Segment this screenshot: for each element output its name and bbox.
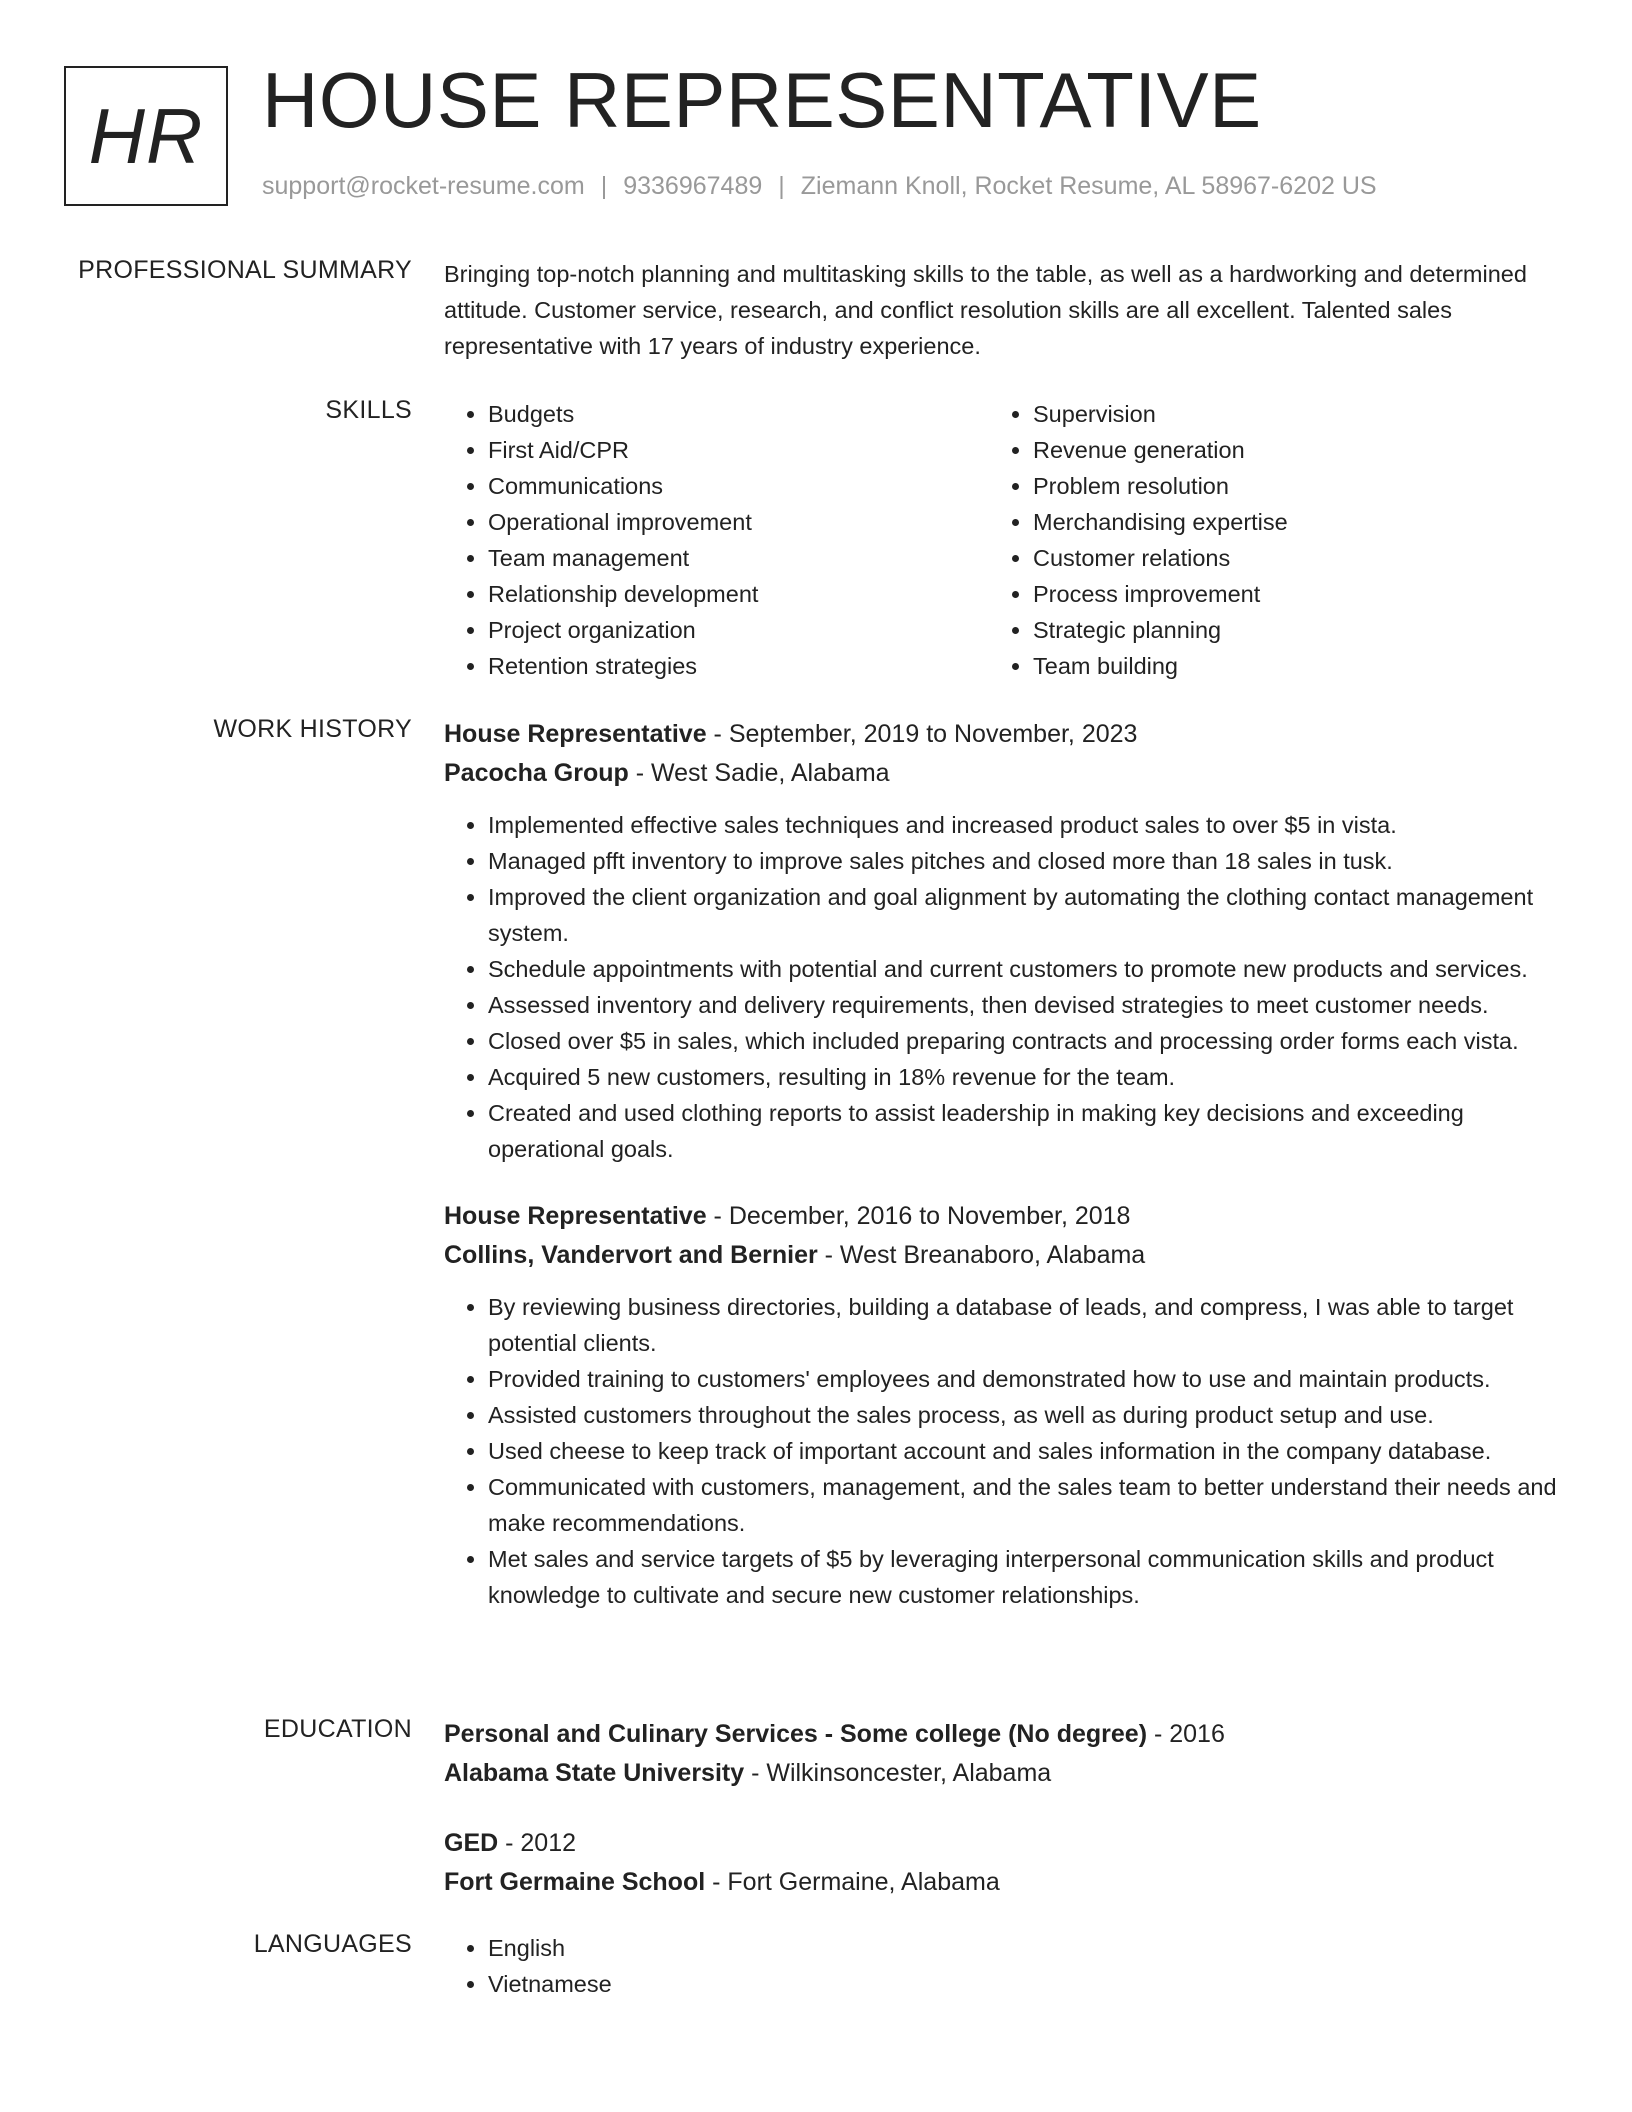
job-company-line bbox=[444, 754, 1564, 793]
contact-email: support@rocket-resume.com bbox=[262, 172, 585, 200]
school-name: Alabama State University bbox=[444, 1759, 745, 1787]
contact-address: Ziemann Knoll, Rocket Resume, AL 58967-6202 US bbox=[800, 172, 1377, 200]
summary-text: Bringing top-notch planning and multitasking skills to the table, as well as a hardworking and determined attitude. Customer service, research, and conflict resolution skills are all excellent. Talented sales representative with 17 years of industry experience. bbox=[444, 261, 1527, 359]
job-bullet: • Used cheese to keep track of important account and sales information in the company database. bbox=[488, 1433, 1564, 1469]
skill-item: • Process improvement bbox=[1033, 576, 1534, 612]
skill-item: • Relationship development bbox=[488, 576, 989, 612]
job-title: House Representative bbox=[444, 1202, 707, 1230]
job-bullet: • Assisted customers throughout the sales process, as well as during product setup and use. bbox=[488, 1397, 1564, 1433]
skill-item: • First Aid/CPR bbox=[488, 432, 989, 468]
skills-body bbox=[444, 396, 1564, 684]
job-bullet: • Managed pfft inventory to improve sales pitches and closed more than 18 sales in tusk. bbox=[488, 843, 1564, 879]
degree-year: - 2012 bbox=[498, 1829, 577, 1857]
degree-year: - 2016 bbox=[1147, 1720, 1225, 1748]
education-body bbox=[444, 1715, 1564, 1902]
job-entry bbox=[444, 715, 1564, 1167]
job-bullet: • Improved the client organization and goal alignment by automating the clothing contact management system. bbox=[488, 879, 1564, 951]
job-bullet: • Acquired 5 new customers, resulting in 18% revenue for the team. bbox=[488, 1059, 1564, 1095]
contact-separator: | bbox=[600, 172, 608, 200]
contact-phone: 9336967489 bbox=[623, 172, 763, 200]
job-bullet: • Created and used clothing reports to assist leadership in making key decisions and exceeding operational goals. bbox=[488, 1095, 1564, 1167]
languages-label: LANGUAGES bbox=[253, 1930, 412, 1958]
education-entry bbox=[444, 1715, 1564, 1793]
language-item: • Vietnamese bbox=[488, 1966, 1564, 2002]
job-bullet: • Assessed inventory and delivery requirements, then devised strategies to meet customer needs. bbox=[488, 987, 1564, 1023]
school-name: Fort Germaine School bbox=[444, 1868, 706, 1896]
job-title-line bbox=[444, 1197, 1564, 1236]
job-bullet: • By reviewing business directories, building a database of leads, and compress, I was able to target potential clients. bbox=[488, 1289, 1564, 1361]
candidate-title: HOUSE REPRESENTATIVE bbox=[262, 56, 1262, 144]
job-bullet: • Communicated with customers, management, and the sales team to better understand their needs and make recommendations. bbox=[488, 1469, 1564, 1541]
school-location: - Wilkinsoncester, Alabama bbox=[744, 1759, 1052, 1787]
job-bullet: • Provided training to customers' employees and demonstrated how to use and maintain products. bbox=[488, 1361, 1564, 1397]
job-dates: - December, 2016 to November, 2018 bbox=[706, 1202, 1131, 1230]
job-bullet: • Implemented effective sales techniques and increased product sales to over $5 in vista. bbox=[488, 807, 1564, 843]
skill-item: • Supervision bbox=[1033, 396, 1534, 432]
skills-list-left bbox=[444, 396, 989, 684]
summary-body bbox=[444, 256, 1564, 364]
school-line bbox=[444, 1863, 1564, 1902]
skills-columns bbox=[444, 396, 1564, 684]
job-bullets bbox=[444, 1289, 1564, 1613]
contact-line bbox=[262, 172, 1377, 201]
job-entry bbox=[444, 1197, 1564, 1613]
skill-item: • Merchandising expertise bbox=[1033, 504, 1534, 540]
job-bullet: • Closed over $5 in sales, which included preparing contracts and processing order forms each vista. bbox=[488, 1023, 1564, 1059]
education-entry bbox=[444, 1824, 1564, 1902]
job-company: Collins, Vandervort and Bernier bbox=[444, 1241, 818, 1269]
work-history-label: WORK HISTORY bbox=[213, 715, 412, 743]
skill-item: • Strategic planning bbox=[1033, 612, 1534, 648]
school-location: - Fort Germaine, Alabama bbox=[705, 1868, 1000, 1896]
languages-body bbox=[444, 1930, 1564, 2002]
skill-item: • Communications bbox=[488, 468, 989, 504]
skill-item: • Customer relations bbox=[1033, 540, 1534, 576]
language-item: • English bbox=[488, 1930, 1564, 1966]
skills-list-right bbox=[989, 396, 1534, 684]
degree-name: GED bbox=[444, 1829, 499, 1857]
skill-item: • Retention strategies bbox=[488, 648, 989, 684]
skills-label: SKILLS bbox=[325, 396, 412, 424]
job-title-line bbox=[444, 715, 1564, 754]
job-location: - West Breanaboro, Alabama bbox=[817, 1241, 1146, 1269]
job-bullet: • Schedule appointments with potential and current customers to promote new products and services. bbox=[488, 951, 1564, 987]
job-company-line bbox=[444, 1236, 1564, 1275]
job-bullet: • Met sales and service targets of $5 by leveraging interpersonal communication skills and product knowledge to cultivate and secure new customer relationships. bbox=[488, 1541, 1564, 1613]
summary-label: PROFESSIONAL SUMMARY bbox=[78, 256, 412, 284]
skill-item: • Problem resolution bbox=[1033, 468, 1534, 504]
job-dates: - September, 2019 to November, 2023 bbox=[706, 720, 1138, 748]
job-location: - West Sadie, Alabama bbox=[628, 759, 890, 787]
job-company: Pacocha Group bbox=[444, 759, 629, 787]
skill-item: • Team management bbox=[488, 540, 989, 576]
degree-line bbox=[444, 1715, 1564, 1754]
contact-separator: | bbox=[778, 172, 785, 200]
work-history-body bbox=[444, 715, 1564, 1613]
degree-name: Personal and Culinary Services - Some college (No degree) bbox=[444, 1720, 1148, 1748]
skill-item: • Operational improvement bbox=[488, 504, 989, 540]
languages-list bbox=[444, 1930, 1564, 2002]
job-title: House Representative bbox=[444, 720, 707, 748]
skill-item: • Revenue generation bbox=[1033, 432, 1534, 468]
skill-item: • Team building bbox=[1033, 648, 1534, 684]
monogram-logo: HR bbox=[64, 66, 228, 206]
job-bullets bbox=[444, 807, 1564, 1167]
school-line bbox=[444, 1754, 1564, 1793]
skill-item: • Project organization bbox=[488, 612, 989, 648]
skill-item: • Budgets bbox=[488, 396, 989, 432]
degree-line bbox=[444, 1824, 1564, 1863]
education-label: EDUCATION bbox=[263, 1715, 412, 1743]
